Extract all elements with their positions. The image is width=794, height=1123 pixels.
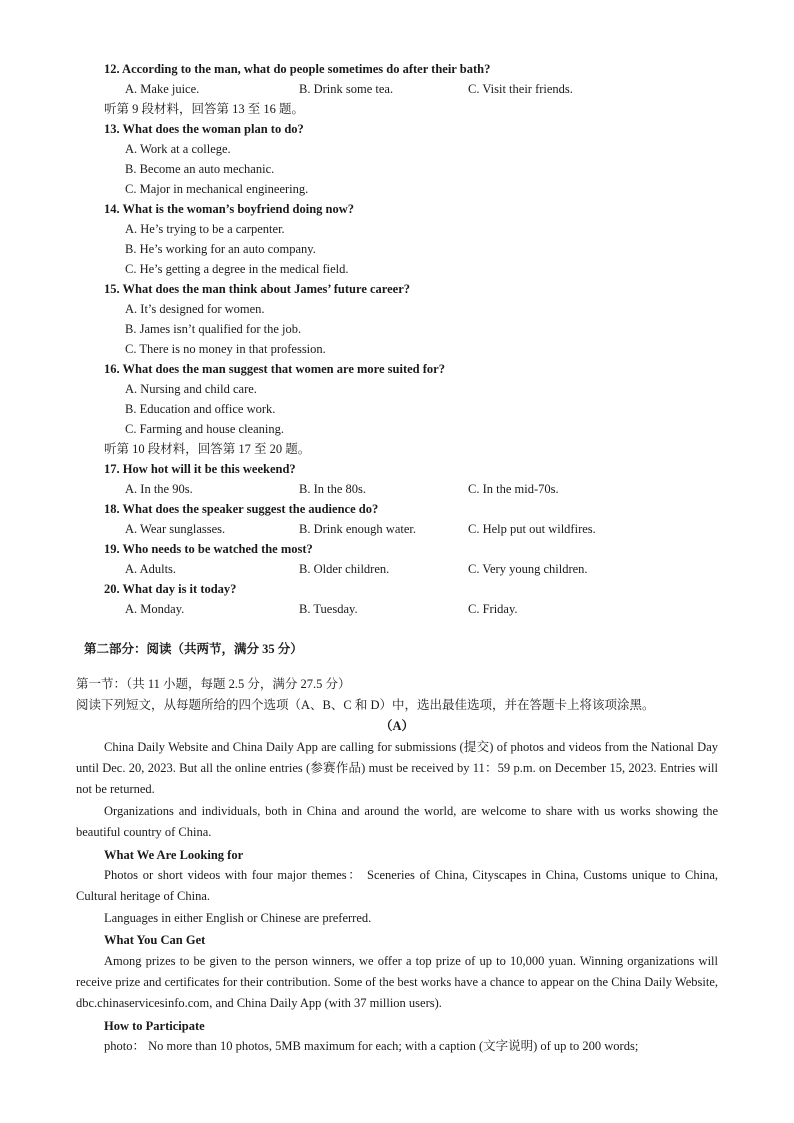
- subheading-how-to-participate: How to Participate: [104, 1019, 205, 1033]
- q19-option-c: C. Very young children.: [468, 562, 588, 576]
- q18-option-a: A. Wear sunglasses.: [125, 522, 226, 536]
- q15-option-b: B. James isn’t qualified for the job.: [125, 322, 302, 336]
- subheading-looking-for: What We Are Looking for: [104, 848, 244, 862]
- question-19: 19. Who needs to be watched the most?: [104, 542, 313, 556]
- q12-option-b: B. Drink some tea.: [299, 82, 394, 96]
- q19-option-b: B. Older children.: [299, 562, 390, 576]
- passage-paragraph-1: China Daily Website and China Daily App are calling for submissions (提交) of photos and videos from the National Day until Dec. 20, 2023. But all the online entries (参赛作品) must be received by 11：59 p.m. on December 15, 2023. Entries will not be returned.: [76, 740, 718, 796]
- reading-instruction: 阅读下列短文，从每题所给的四个选项（A、B、C 和 D）中，选出最佳选项，并在答题卡上将该项涂黑。: [76, 698, 655, 712]
- q15-option-c: C. There is no money in that profession.: [125, 342, 326, 356]
- q17-option-c: C. In the mid-70s.: [468, 482, 559, 496]
- q16-option-b: B. Education and office work.: [125, 402, 276, 416]
- question-17: 17. How hot will it be this weekend?: [104, 462, 296, 476]
- q14-option-a: A. He’s trying to be a carpenter.: [125, 222, 285, 236]
- question-13: 13. What does the woman plan to do?: [104, 122, 304, 136]
- q14-option-c: C. He’s getting a degree in the medical field.: [125, 262, 349, 276]
- q13-option-c: C. Major in mechanical engineering.: [125, 182, 309, 196]
- q17-option-b: B. In the 80s.: [299, 482, 367, 496]
- subheading-what-you-get: What You Can Get: [104, 933, 206, 947]
- question-18: 18. What does the speaker suggest the audience do?: [104, 502, 379, 516]
- passage-paragraph-5: Among prizes to be given to the person winners, we offer a top prize of up to 10,000 yuan. Winning organizations will receive prize and certificates for their contribution. Some of the best works have a chance to appear on the China Daily Website, dbc.chinaservicesinfo.com, and China Daily App (with 37 million users).: [76, 954, 718, 1010]
- question-14: 14. What is the woman’s boyfriend doing now?: [104, 202, 355, 216]
- q13-option-a: A. Work at a college.: [125, 142, 231, 156]
- q20-option-c: C. Friday.: [468, 602, 518, 616]
- passage-label: （A）: [379, 719, 415, 733]
- q20-option-b: B. Tuesday.: [299, 602, 358, 616]
- question-16: 16. What does the man suggest that women are more suited for?: [104, 362, 445, 376]
- q12-option-a: A. Make juice.: [125, 82, 200, 96]
- section-note-9: 听第 9 段材料，回答第 13 至 16 题。: [104, 102, 305, 116]
- q20-option-a: A. Monday.: [125, 602, 185, 616]
- q13-option-b: B. Become an auto mechanic.: [125, 162, 275, 176]
- q16-option-a: A. Nursing and child care.: [125, 382, 257, 396]
- passage-paragraph-6: photo： No more than 10 photos, 5MB maximum for each; with a caption (文字说明) of up to 200 words;: [104, 1039, 639, 1053]
- question-20: 20. What day is it today?: [104, 582, 237, 596]
- section-one-title: 第一节：（共 11 小题，每题 2.5 分，满分 27.5 分）: [76, 677, 351, 691]
- q17-option-a: A. In the 90s.: [125, 482, 193, 496]
- q18-option-c: C. Help put out wildfires.: [468, 522, 596, 536]
- part-two-title: 第二部分：阅读（共两节，满分 35 分）: [84, 642, 303, 656]
- section-note-10: 听第 10 段材料，回答第 17 至 20 题。: [104, 442, 311, 456]
- q18-option-b: B. Drink enough water.: [299, 522, 416, 536]
- question-15: 15. What does the man think about James’ future career?: [104, 282, 411, 296]
- q16-option-c: C. Farming and house cleaning.: [125, 422, 284, 436]
- passage-paragraph-3: Photos or short videos with four major themes： Sceneries of China, Cityscapes in China, Customs unique to China, Cultural heritage of China.: [76, 868, 718, 903]
- passage-paragraph-2: Organizations and individuals, both in China and around the world, are welcome to share with us works showing the beautiful country of China.: [76, 804, 718, 839]
- question-12: 12. According to the man, what do people sometimes do after their bath?: [104, 62, 491, 76]
- q15-option-a: A. It’s designed for women.: [125, 302, 265, 316]
- passage-paragraph-4: Languages in either English or Chinese are preferred.: [104, 911, 372, 925]
- q12-option-c: C. Visit their friends.: [468, 82, 573, 96]
- q19-option-a: A. Adults.: [125, 562, 177, 576]
- q14-option-b: B. He’s working for an auto company.: [125, 242, 316, 256]
